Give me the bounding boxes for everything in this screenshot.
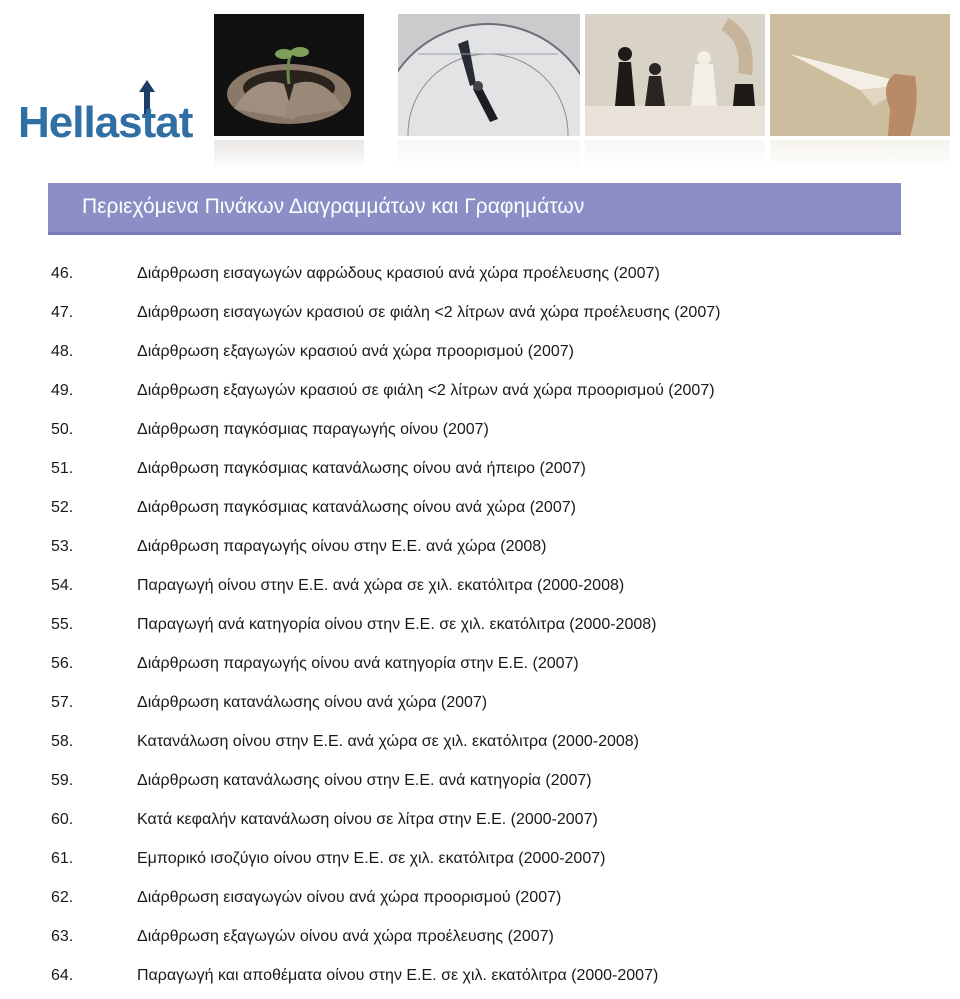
item-label: Διάρθρωση εισαγωγών κρασιού σε φιάλη <2 λίτρων ανά χώρα προέλευσης (2007) bbox=[137, 304, 721, 321]
list-item bbox=[0, 726, 960, 765]
item-label: Διάρθρωση παγκόσμιας παραγωγής οίνου (2007) bbox=[137, 421, 489, 438]
item-label: Κατανάλωση οίνου στην Ε.Ε. ανά χώρα σε χιλ. εκατόλιτρα (2000-2008) bbox=[137, 733, 639, 750]
item-label: Διάρθρωση εξαγωγών οίνου ανά χώρα προέλευσης (2007) bbox=[137, 928, 554, 945]
compass-reflection bbox=[398, 140, 580, 170]
item-label: Εμπορικό ισοζύγιο οίνου στην Ε.Ε. σε χιλ. εκατόλιτρα (2000-2007) bbox=[137, 850, 606, 867]
item-label: Διάρθρωση εξαγωγών κρασιού σε φιάλη <2 λίτρων ανά χώρα προορισμού (2007) bbox=[137, 382, 715, 399]
item-number: 52. bbox=[51, 499, 74, 516]
list-item bbox=[0, 297, 960, 336]
item-label: Διάρθρωση παραγωγής οίνου στην Ε.Ε. ανά χώρα (2008) bbox=[137, 538, 547, 555]
item-label: Παραγωγή οίνου στην Ε.Ε. ανά χώρα σε χιλ. εκατόλιτρα (2000-2008) bbox=[137, 577, 625, 594]
item-number: 63. bbox=[51, 928, 74, 945]
page-title: Περιεχόμενα Πινάκων Διαγραμμάτων και Γραφημάτων bbox=[82, 195, 585, 218]
item-label: Κατά κεφαλήν κατανάλωση οίνου σε λίτρα στην Ε.Ε. (2000-2007) bbox=[137, 811, 598, 828]
item-label: Διάρθρωση παραγωγής οίνου ανά κατηγορία στην Ε.Ε. (2007) bbox=[137, 655, 579, 672]
paper-plane-reflection bbox=[770, 140, 950, 170]
compass-photo bbox=[398, 14, 580, 136]
list-item bbox=[0, 648, 960, 687]
item-number: 46. bbox=[51, 265, 74, 282]
list-item bbox=[0, 843, 960, 882]
chess-reflection bbox=[585, 140, 765, 170]
item-label: Διάρθρωση εισαγωγών οίνου ανά χώρα προορισμού (2007) bbox=[137, 889, 562, 906]
paper-plane-photo bbox=[770, 14, 950, 136]
list-item bbox=[0, 570, 960, 609]
hands-soil-reflection bbox=[214, 140, 364, 170]
list-item bbox=[0, 492, 960, 531]
list-item bbox=[0, 882, 960, 921]
item-label: Διάρθρωση κατανάλωσης οίνου ανά χώρα (2007) bbox=[137, 694, 488, 711]
item-number: 49. bbox=[51, 382, 74, 399]
item-number: 47. bbox=[51, 304, 74, 321]
list-item bbox=[0, 453, 960, 492]
list-item bbox=[0, 375, 960, 414]
header-banner bbox=[0, 0, 960, 175]
list-item bbox=[0, 687, 960, 726]
item-label: Διάρθρωση κατανάλωσης οίνου στην Ε.Ε. ανά κατηγορία (2007) bbox=[137, 772, 592, 789]
item-label: Διάρθρωση εισαγωγών αφρώδους κρασιού ανά χώρα προέλευσης (2007) bbox=[137, 265, 660, 282]
item-number: 55. bbox=[51, 616, 74, 633]
item-number: 58. bbox=[51, 733, 74, 750]
list-item bbox=[0, 531, 960, 570]
list-item bbox=[0, 414, 960, 453]
list-item bbox=[0, 921, 960, 960]
item-number: 57. bbox=[51, 694, 74, 711]
list-item bbox=[0, 609, 960, 648]
item-number: 51. bbox=[51, 460, 74, 477]
hands-soil-photo bbox=[214, 14, 364, 136]
hellastat-logo bbox=[14, 78, 214, 148]
section-title-bar bbox=[48, 183, 901, 235]
item-number: 53. bbox=[51, 538, 74, 555]
item-label: Διάρθρωση παγκόσμιας κατανάλωσης οίνου ανά ήπειρο (2007) bbox=[137, 460, 586, 477]
item-number: 59. bbox=[51, 772, 74, 789]
item-number: 48. bbox=[51, 343, 74, 360]
list-item bbox=[0, 960, 960, 999]
item-number: 62. bbox=[51, 889, 74, 906]
item-label: Διάρθρωση εξαγωγών κρασιού ανά χώρα προορισμού (2007) bbox=[137, 343, 574, 360]
chess-photo bbox=[585, 14, 765, 136]
list-item bbox=[0, 336, 960, 375]
list-item bbox=[0, 804, 960, 843]
item-number: 54. bbox=[51, 577, 74, 594]
list-item bbox=[0, 258, 960, 297]
logo-text: Hellastat bbox=[18, 98, 193, 147]
item-number: 50. bbox=[51, 421, 74, 438]
item-number: 56. bbox=[51, 655, 74, 672]
item-label: Διάρθρωση παγκόσμιας κατανάλωσης οίνου ανά χώρα (2007) bbox=[137, 499, 576, 516]
item-label: Παραγωγή ανά κατηγορία οίνου στην Ε.Ε. σε χιλ. εκατόλιτρα (2000-2008) bbox=[137, 616, 657, 633]
item-number: 60. bbox=[51, 811, 74, 828]
item-number: 64. bbox=[51, 967, 74, 984]
item-label: Παραγωγή και αποθέματα οίνου στην Ε.Ε. σε χιλ. εκατόλιτρα (2000-2007) bbox=[137, 967, 659, 984]
item-number: 61. bbox=[51, 850, 74, 867]
list-item bbox=[0, 765, 960, 804]
